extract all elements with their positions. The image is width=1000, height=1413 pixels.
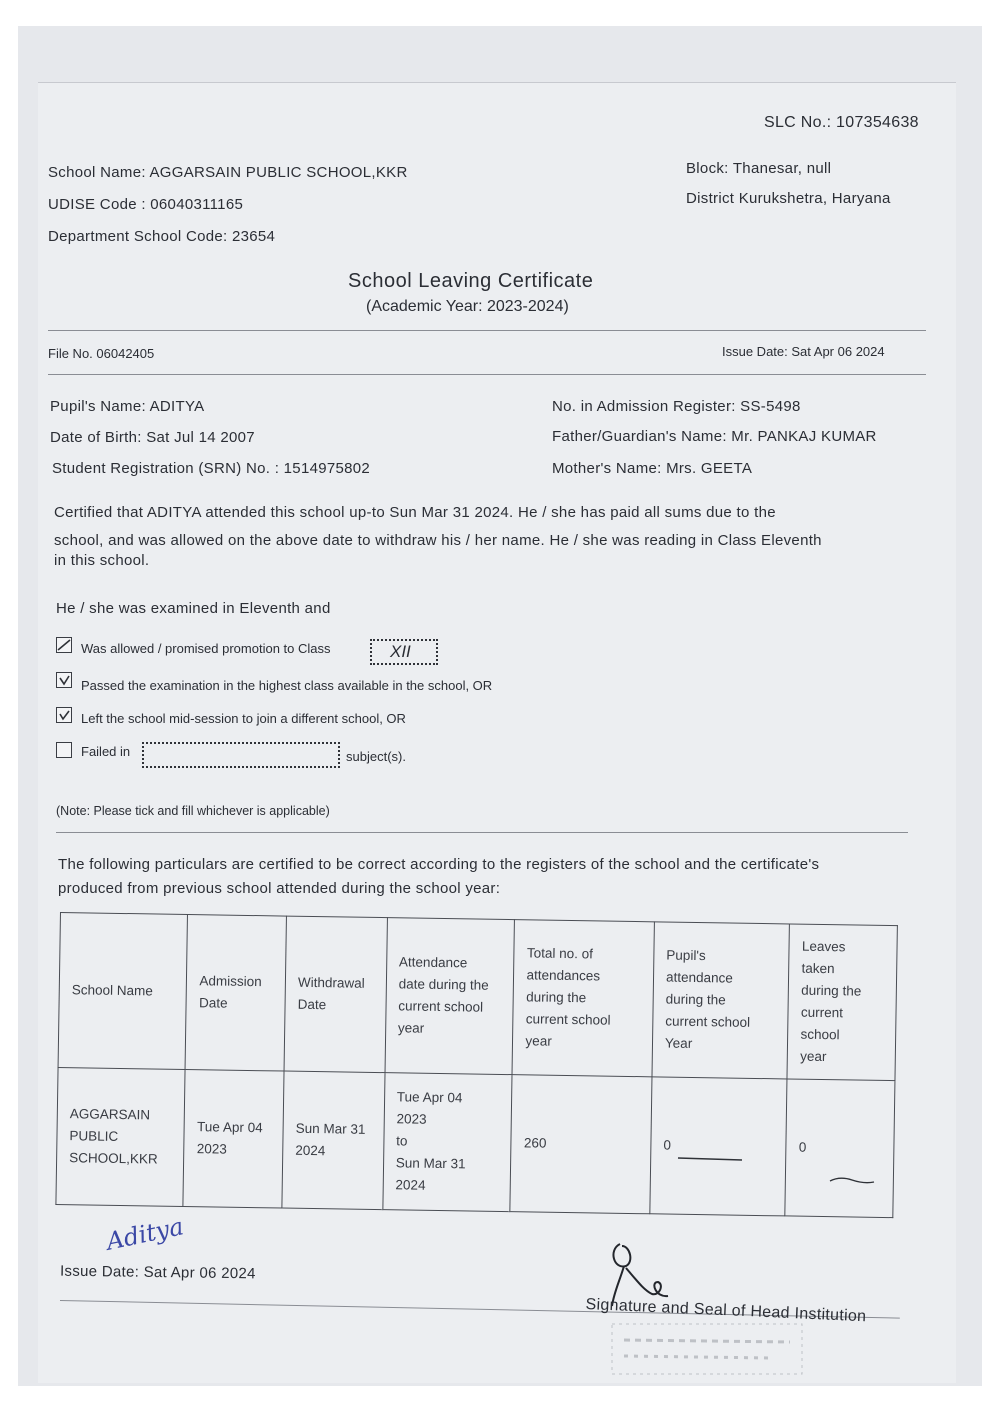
file-number: File No. 06042405 (48, 346, 155, 361)
cell-attendance-date: Tue Apr 04 2023 to Sun Mar 31 2024 (383, 1073, 513, 1212)
pupil-name: Pupil's Name: ADITYA (50, 398, 205, 415)
divider (48, 330, 926, 331)
slc-number: SLC No.: 107354638 (764, 114, 919, 131)
table-row (56, 1067, 895, 1217)
particulars-line: produced from previous school attended during the school year: (58, 880, 501, 897)
certified-line: in this school. (54, 552, 150, 569)
cell-school-name: AGGARSAIN PUBLIC SCHOOL,KKR (56, 1067, 186, 1206)
attendance-table (55, 912, 897, 1218)
passed-option: Passed the examination in the highest class available in the school, OR (81, 678, 493, 693)
cell-admission-date: Tue Apr 04 2023 (183, 1069, 284, 1208)
failed-suffix: subject(s). (346, 749, 406, 764)
signature-label: Signature and Seal of Head Institution (585, 1296, 867, 1326)
academic-year: (Academic Year: 2023-2024) (366, 298, 569, 315)
handwritten-dash-icon (828, 1172, 878, 1188)
tick-icon (57, 708, 71, 722)
block: Block: Thanesar, null (686, 160, 832, 177)
failed-checkbox[interactable] (56, 742, 72, 758)
father-guardian-name: Father/Guardian's Name: Mr. PANKAJ KUMAR (552, 428, 877, 445)
issue-date-bottom: Issue Date: Sat Apr 06 2024 (59, 1262, 256, 1283)
admission-register-number: No. in Admission Register: SS-5498 (552, 398, 801, 415)
header-pupil-attendance: Pupil's attendance during the current school Year (652, 922, 790, 1079)
issue-date-top: Issue Date: Sat Apr 06 2024 (722, 344, 885, 359)
promotion-option: Was allowed / promised promotion to Class (81, 641, 331, 656)
mother-name: Mother's Name: Mrs. GEETA (552, 460, 753, 477)
header-leaves-taken: Leaves taken during the current school year (787, 924, 897, 1081)
promotion-checkbox[interactable] (56, 637, 72, 653)
cell-total-attendances: 260 (510, 1075, 652, 1214)
certified-line: school, and was allowed on the above date to withdraw his / her name. He / she was reading in Class Eleventh (54, 532, 822, 549)
failed-subjects-box[interactable] (142, 742, 340, 768)
table-header-row (58, 913, 897, 1081)
header-total-attendances: Total no. of attendances during the current school year (512, 920, 654, 1077)
handwritten-dash-icon (676, 1150, 746, 1166)
passed-checkbox[interactable] (56, 672, 72, 688)
note: (Note: Please tick and fill whichever is applicable) (56, 804, 330, 818)
header-attendance-date: Attendance date during the current school year (385, 918, 515, 1075)
header-school-name: School Name (58, 913, 188, 1070)
particulars-line: The following particulars are certified to be correct according to the registers of the school and the certificate's (58, 856, 820, 873)
examined-text: He / she was examined in Eleventh and (56, 600, 331, 617)
tick-icon (57, 673, 71, 687)
divider (48, 374, 926, 375)
promotion-class: XII (390, 642, 411, 661)
udise-code: UDISE Code : 06040311165 (48, 196, 244, 213)
cell-pupil-attendance: 0 (650, 1077, 788, 1216)
seal-stamp-icon (610, 1320, 810, 1380)
header-admission-date: Admission Date (186, 915, 287, 1072)
cell-withdrawal-date: Sun Mar 31 2024 (282, 1071, 385, 1210)
left-option: Left the school mid-session to join a different school, OR (81, 711, 406, 726)
certified-line: Certified that ADITYA attended this school up-to Sun Mar 31 2024. He / she has paid all sums due to the (54, 504, 776, 521)
header-withdrawal-date: Withdrawal Date (284, 916, 387, 1073)
district: District Kurukshetra, Haryana (686, 190, 891, 207)
tick-icon (57, 638, 71, 652)
certificate-title: School Leaving Certificate (348, 270, 594, 292)
date-of-birth: Date of Birth: Sat Jul 14 2007 (50, 429, 255, 446)
handwritten-note: Aditya (103, 1212, 186, 1256)
promotion-class-box[interactable] (370, 639, 438, 665)
cell-leaves-taken: 0 (785, 1079, 895, 1218)
divider (56, 832, 908, 833)
left-checkbox[interactable] (56, 707, 72, 723)
failed-option: Failed in (81, 744, 131, 759)
school-name: School Name: AGGARSAIN PUBLIC SCHOOL,KKR (48, 164, 408, 181)
department-school-code: Department School Code: 23654 (48, 228, 276, 245)
srn-number: Student Registration (SRN) No. : 1514975802 (52, 460, 371, 477)
